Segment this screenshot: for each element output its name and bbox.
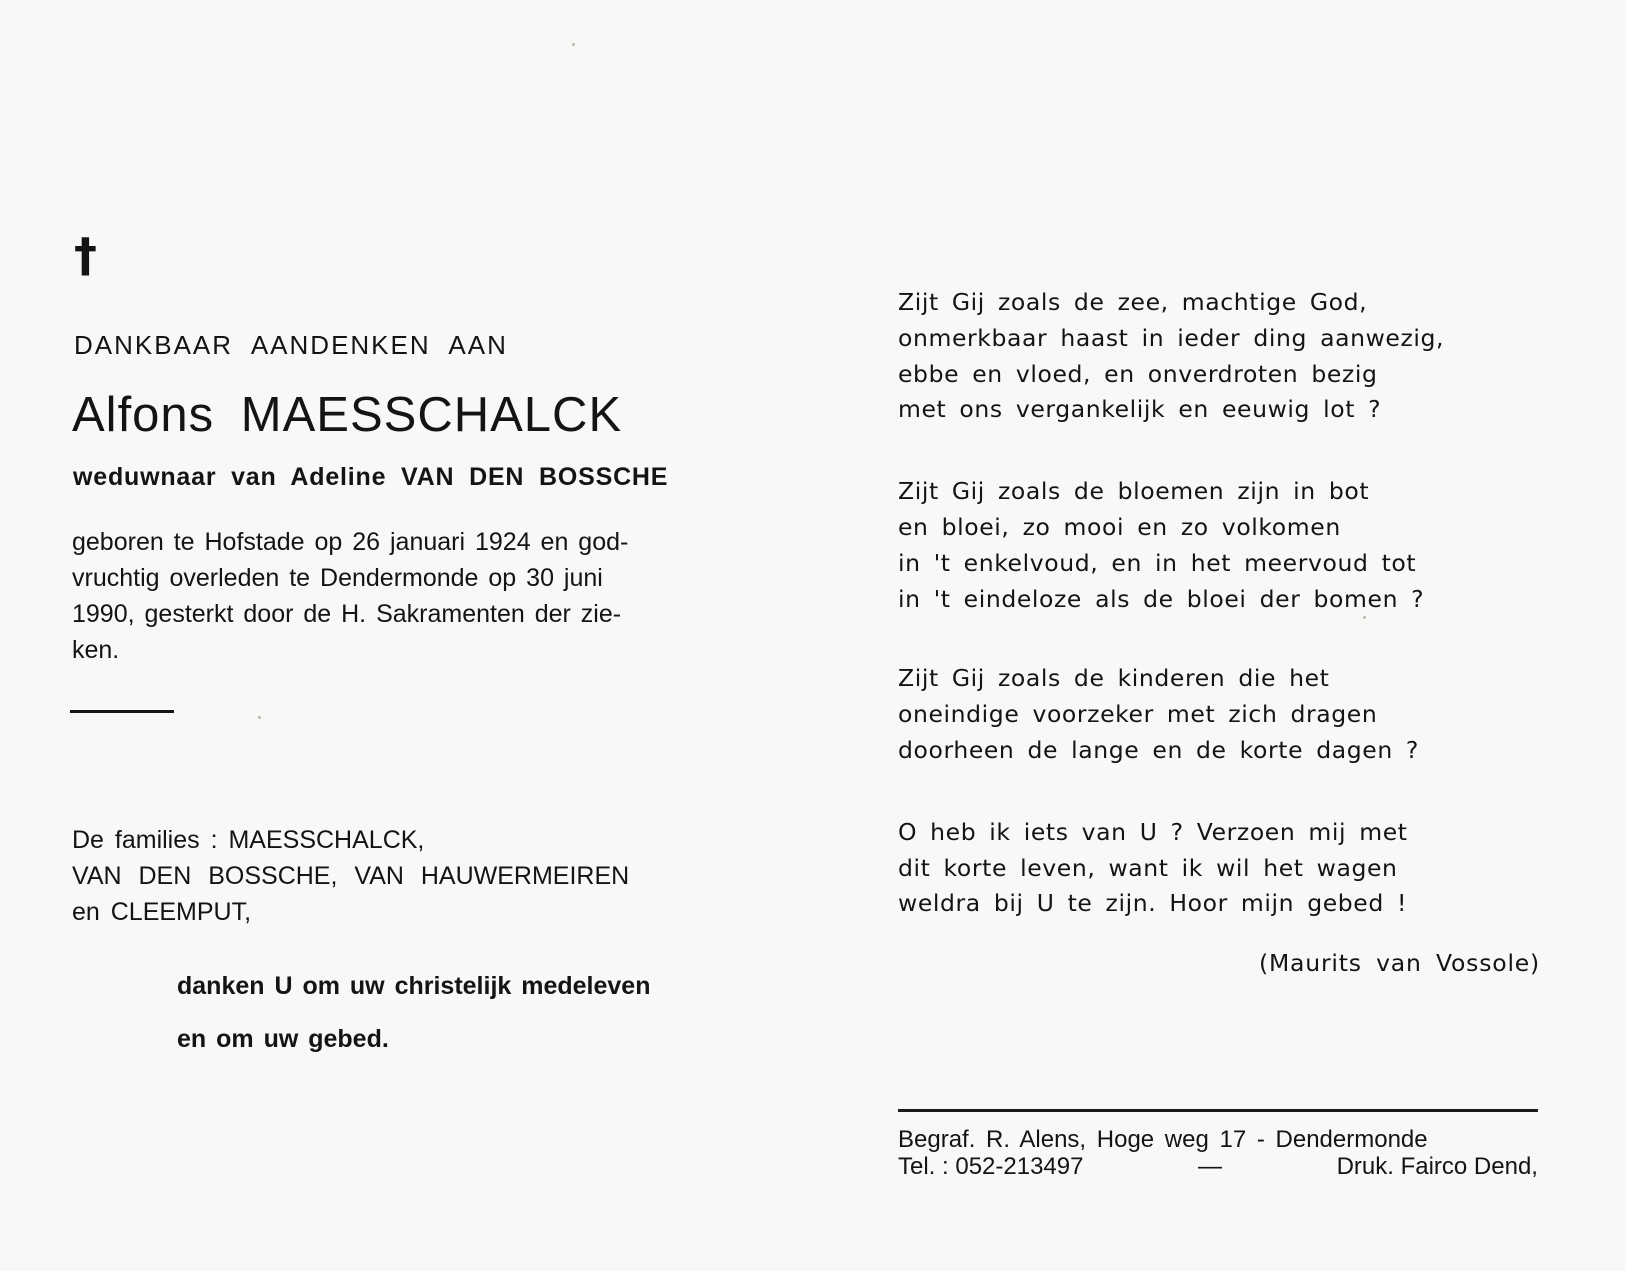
paper-speck [1363, 616, 1366, 619]
families-line: De families : MAESSCHALCK, [72, 826, 425, 854]
printer-druk: Druk. Fairco Dend, [1336, 1153, 1538, 1180]
printer-info [898, 1126, 1558, 1180]
families-line: VAN DEN BOSSCHE, VAN HAUWERMEIREN [72, 862, 630, 890]
paper-speck [572, 43, 575, 46]
poem-line: Zijt Gij zoals de kinderen die het [898, 664, 1330, 693]
thanks-block [177, 960, 722, 1066]
memorial-heading: DANKBAAR AANDENKEN AAN [74, 330, 508, 360]
poem-line: met ons vergankelijk en eeuwig lot ? [898, 395, 1382, 424]
printer-dash: — [1198, 1153, 1223, 1180]
divider-right [898, 1109, 1538, 1112]
biography-line: 1990, gesterkt door de H. Sakramenten der zie- [72, 600, 622, 628]
poem-line: en bloei, zo mooi en zo volkomen [898, 512, 1341, 541]
biography [72, 524, 722, 668]
biography-line: ken. [72, 636, 120, 664]
poem-line: O heb ik iets van U ? Verzoen mij met [898, 817, 1408, 846]
families-line: en CLEEMPUT, [72, 898, 252, 926]
poem-line: Zijt Gij zoals de zee, machtige God, [898, 288, 1368, 316]
poem-line: ebbe en vloed, en onverdroten bezig [898, 359, 1378, 388]
divider-left [70, 710, 174, 713]
families-block [72, 822, 722, 930]
poem-author: (Maurits van Vossole) [1259, 949, 1540, 977]
printer-contact-line [898, 1153, 1538, 1180]
poem-line: weldra bij U te zijn. Hoor mijn gebed ! [898, 889, 1407, 918]
deceased-name: Alfons MAESSCHALCK [72, 388, 623, 442]
poem-line: oneindige voorzeker met zich dragen [898, 700, 1378, 729]
thanks-line: danken U om uw christelijk medeleven [177, 972, 651, 1000]
paper-speck [258, 716, 261, 719]
biography-line: geboren te Hofstade op 26 januari 1924 en god- [72, 528, 629, 556]
poem-line: in 't eindeloze als de bloei der bomen ? [898, 584, 1425, 613]
poem-line: in 't enkelvoud, en in het meervoud tot [898, 548, 1417, 577]
poem-stanza [898, 661, 1558, 768]
poem-line: doorheen de lange en de korte dagen ? [898, 735, 1419, 764]
poem-line: Zijt Gij zoals de bloemen zijn in bot [898, 477, 1370, 506]
relation-line: weduwnaar van Adeline VAN DEN BOSSCHE [73, 463, 669, 491]
thanks-line: en om uw gebed. [177, 1025, 389, 1053]
poem-line: onmerkbaar haast in ieder ding aanwezig, [898, 323, 1445, 352]
poem [898, 285, 1558, 968]
poem-stanza [898, 815, 1558, 922]
poem-line: dit korte leven, want ik wil het wagen [898, 853, 1398, 882]
printer-address: Begraf. R. Alens, Hoge weg 17 - Dendermonde [898, 1126, 1428, 1153]
printer-telephone: Tel. : 052-213497 [898, 1153, 1084, 1180]
poem-stanza [898, 474, 1558, 617]
poem-stanza [898, 285, 1558, 428]
cross-icon: † [74, 228, 97, 282]
biography-line: vruchtig overleden te Dendermonde op 30 juni [72, 564, 603, 592]
